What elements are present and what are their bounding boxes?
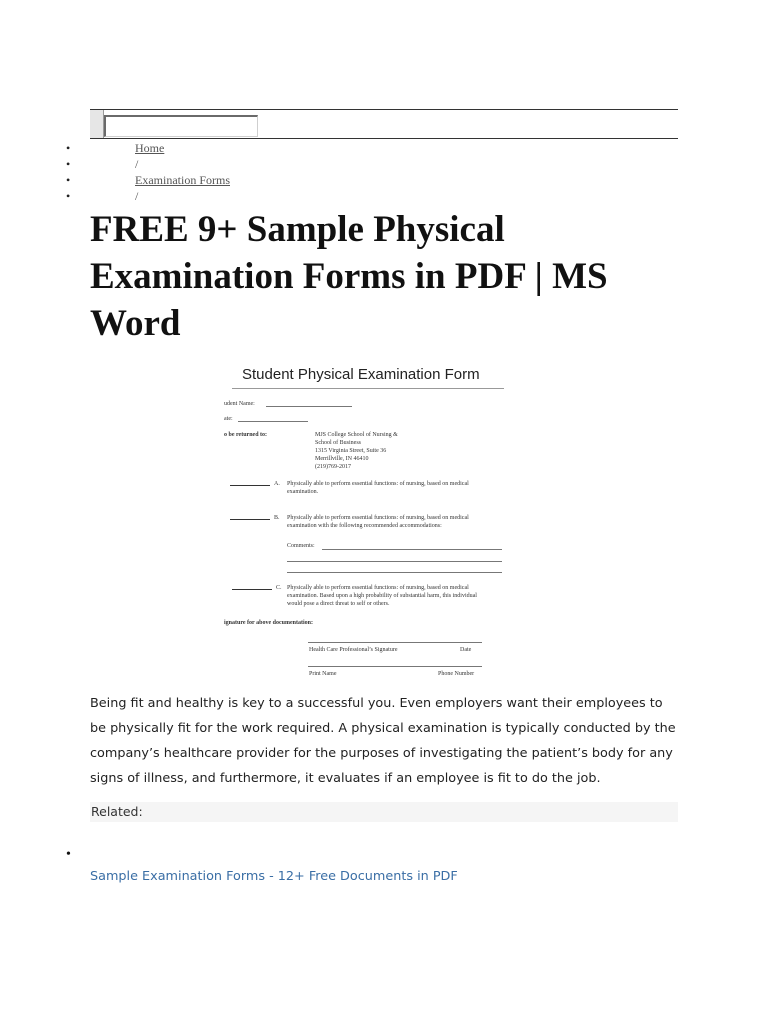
form-date-label: ate: (224, 416, 233, 422)
breadcrumb-category-link[interactable]: Examination Forms (135, 173, 230, 187)
form-option-letter: C. (276, 585, 282, 591)
form-option-letter: A. (274, 481, 280, 487)
form-signature-line (308, 642, 482, 643)
form-option-text: examination. Based upon a high probability of substantial harm, this individual (287, 593, 477, 599)
article-intro: Being fit and healthy is key to a successful you. Even employers want their employees to be physically fit for the work required. A physical examination is typically conducted by the company’s healthcare provider for the purposes of investigating the patient’s body for any signs of illness, and furthermore, it evaluates if an employee is fit to do the job. (90, 696, 676, 786)
form-address-line: 1315 Virginia Street, Suite 36 (315, 448, 387, 454)
form-student-name-label: udent Name: (224, 401, 255, 407)
search-input[interactable] (104, 115, 258, 137)
form-check-line (230, 485, 270, 486)
bullet-icon: • (66, 173, 71, 187)
bullet-icon: • (66, 847, 71, 862)
form-check-line (232, 589, 272, 590)
form-option-text: examination with the following recommended accommodations: (287, 523, 442, 529)
bullet-icon: • (66, 157, 71, 171)
form-address-line: MJS College School of Nursing & (315, 432, 398, 438)
form-print-line (308, 666, 482, 667)
related-box (90, 802, 678, 822)
form-title-rule (232, 388, 504, 389)
page-title: FREE 9+ Sample Physical Examination Forms in PDF | MS Word (90, 209, 608, 344)
menu-toggle[interactable] (90, 110, 104, 138)
form-check-line (230, 519, 270, 520)
form-option-text: Physically able to perform essential functions: of nursing, based on medical (287, 515, 469, 521)
breadcrumb-separator: / (135, 157, 139, 171)
form-signature-label: Health Care Professional’s Signature (309, 647, 398, 653)
form-comments-label: Comments: (287, 543, 315, 549)
related-label: Related: (91, 804, 143, 819)
form-address-line: (219)769-2017 (315, 464, 351, 470)
form-input-line (266, 406, 352, 407)
form-option-text: Physically able to perform essential functions: of nursing, based on medical (287, 481, 469, 487)
site-header (90, 109, 678, 139)
related-link[interactable]: Sample Examination Forms - 12+ Free Documents in PDF (90, 869, 458, 884)
breadcrumb-separator: / (135, 189, 139, 203)
form-address-line: Merrillville, IN 46410 (315, 456, 369, 462)
form-phone-label: Phone Number (438, 671, 475, 677)
form-option-text: Physically able to perform essential functions: of nursing, based on medical (287, 585, 469, 591)
bullet-icon: • (66, 189, 71, 203)
breadcrumb-home-link[interactable]: Home (135, 141, 165, 155)
form-option-letter: B. (274, 515, 280, 521)
bullet-icon: • (66, 141, 71, 155)
form-date-caption: Date (460, 647, 472, 653)
form-input-line (287, 561, 502, 562)
form-preview-image[interactable] (224, 360, 512, 682)
form-title: Student Physical Examination Form (242, 366, 480, 383)
form-return-label: o be returned to: (224, 432, 268, 438)
form-option-text: would pose a direct threat to self or others. (287, 601, 390, 607)
form-print-name-label: Print Name (309, 671, 337, 677)
form-signature-heading: ignature for above documentation: (224, 620, 313, 626)
form-input-line (322, 549, 502, 550)
form-address-line: School of Business (315, 440, 362, 446)
form-input-line (287, 572, 502, 573)
form-option-text: examination. (287, 489, 319, 495)
form-input-line (238, 421, 308, 422)
